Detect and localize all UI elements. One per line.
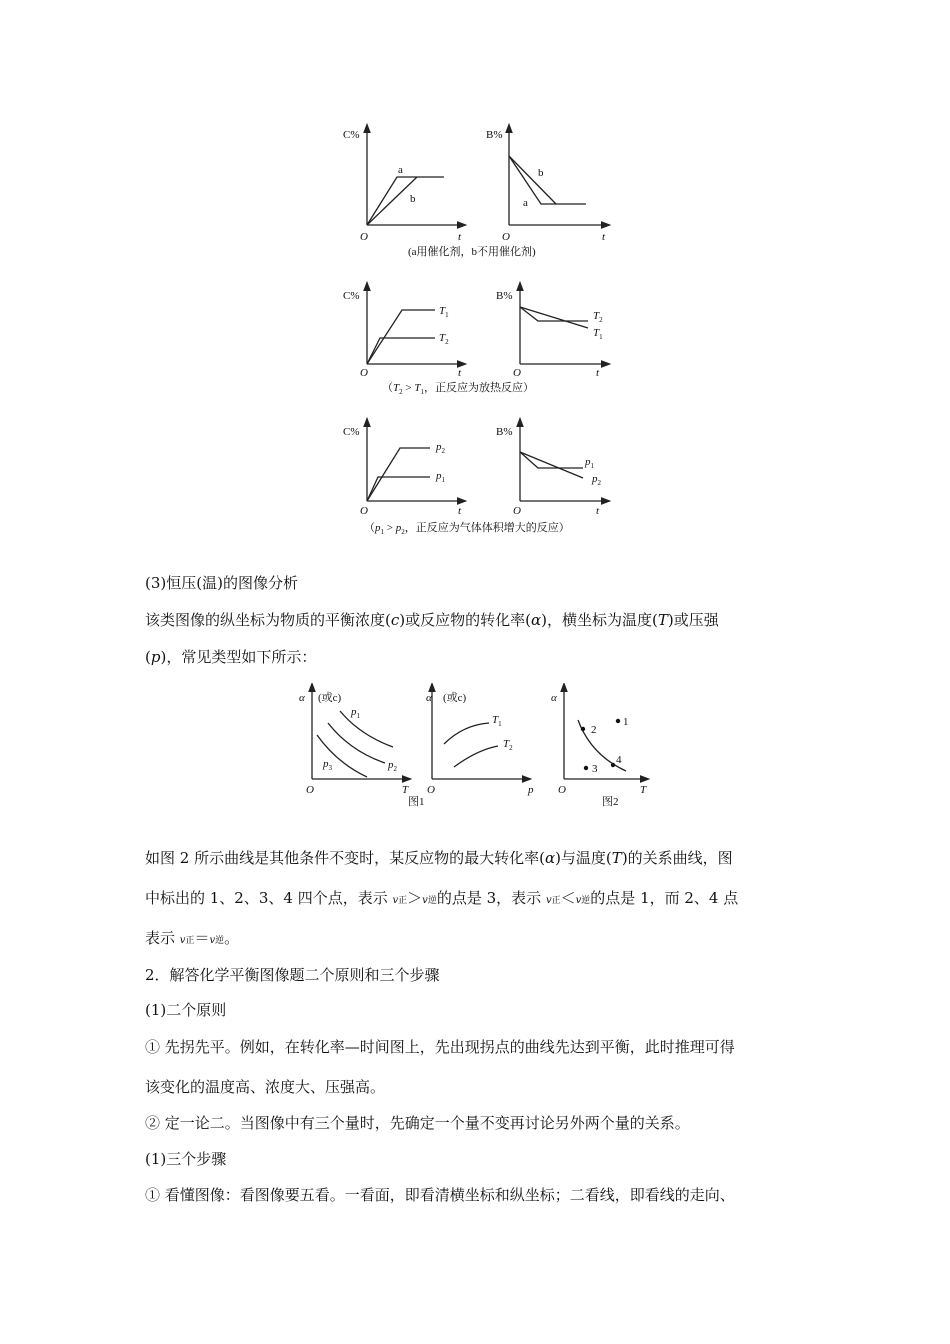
subsection-principles-title: (1)二个原则 (145, 1001, 227, 1019)
y-axis-label: C% (343, 129, 360, 141)
curve-t2-label: $T_2$ (439, 332, 449, 346)
y-axis-label: α (551, 692, 557, 704)
pressure-c-percent-graph (343, 422, 462, 517)
point-2 (581, 727, 585, 731)
temperature-c-percent-graph (343, 286, 462, 379)
curve-a-label: a (398, 164, 403, 176)
section-2-title: 2．解答化学平衡图像题二个原则和三个步骤 (145, 966, 440, 984)
point-4-label: 4 (616, 754, 622, 766)
curve-p1 (367, 477, 430, 501)
temperature-figure (330, 280, 620, 400)
curve-t2 (454, 746, 498, 767)
pressure-figure (330, 416, 630, 541)
curve-t2-label: $T_2$ (503, 738, 513, 752)
curve-p1-label: $p_1$ (585, 456, 594, 470)
origin-label: O (306, 784, 314, 796)
curve-t1 (444, 723, 489, 744)
point-4 (611, 763, 615, 767)
temperature-caption: （$T_2 > T_1$，正反应为放热反应） (382, 382, 534, 396)
catalyst-caption: (a用催化剂，b不用催化剂) (408, 246, 536, 258)
point-3-label: 3 (592, 763, 598, 775)
curve-t1 (367, 310, 435, 364)
point-1 (616, 719, 620, 723)
curve-b-label: b (538, 167, 544, 179)
curve-p1 (340, 711, 393, 747)
curve-p1-label: $p_1$ (351, 706, 360, 720)
paragraph-figure2-explanation: 如图 2 所示曲线是其他条件不变时，某反应物的最大转化率(α)与温度(T)的关系曲线，图 (145, 849, 733, 867)
subsection-steps-title: (1)三个步骤 (145, 1150, 227, 1168)
alpha-vs-p-temperature-graph (426, 687, 534, 796)
step-1: ① 看懂图像：看图像要五看。一看面，即看清横坐标和纵坐标；二看线，即看线的走向、 (145, 1186, 735, 1204)
temperature-b-percent-graph (496, 286, 606, 379)
y-axis-label: α (426, 692, 432, 704)
origin-label: O (360, 367, 368, 379)
x-axis-label: t (596, 367, 600, 379)
y-axis-label: α (299, 692, 305, 704)
y-axis-label: B% (496, 426, 513, 438)
origin-label: O (513, 505, 521, 517)
x-axis-label: t (458, 231, 462, 243)
rule-2: ② 定一论二。当图像中有三个量时，先确定一个量不变再讨论另外两个量的关系。 (145, 1114, 690, 1132)
curve-t1 (520, 307, 588, 328)
curve-p2-label: $p_2$ (592, 473, 601, 487)
origin-label: O (360, 505, 368, 517)
point-3 (584, 766, 588, 770)
origin-label: O (513, 367, 521, 379)
curve-t2 (520, 307, 588, 321)
paragraph-figure2-explanation-line3: 表示 v正＝v逆。 (145, 929, 240, 947)
origin-label: O (502, 231, 510, 243)
origin-label: O (558, 784, 566, 796)
curve-p2 (520, 452, 583, 478)
curve-p2-label: $p_2$ (436, 441, 445, 455)
y-axis-label: B% (496, 290, 513, 302)
section-3-title: (3)恒压(温)的图像分析 (145, 574, 298, 592)
y-axis-label: B% (486, 129, 503, 141)
point-1-label: 1 (623, 716, 629, 728)
curve-p2-label: $p_2$ (388, 759, 397, 773)
catalyst-c-percent-graph (343, 128, 462, 243)
curve-a (367, 177, 444, 225)
curve-a-label: a (523, 197, 528, 209)
curve-b (509, 156, 556, 204)
y-axis-label: C% (343, 426, 360, 438)
paragraph-axes-description: 该类图像的纵坐标为物质的平衡浓度(c)或反应物的转化率(α)，横坐标为温度(T)或压强 (145, 611, 719, 629)
origin-label: O (360, 231, 368, 243)
point-2-label: 2 (591, 724, 597, 736)
curve-t2-label: $T_2$ (593, 310, 603, 324)
figure-2-caption: 图2 (602, 796, 619, 808)
x-axis-label: t (458, 505, 462, 517)
curve-p3 (317, 735, 367, 777)
curve-t1-label: $T_1$ (439, 305, 449, 319)
catalyst-b-percent-graph (486, 128, 606, 243)
alpha-vs-t-pressure-graph (299, 687, 425, 808)
alpha-vs-t-points-graph (551, 687, 647, 808)
curve-t1-label: $T_1$ (492, 714, 502, 728)
y-axis-label: C% (343, 290, 360, 302)
origin-label: O (427, 784, 435, 796)
x-axis-label: t (596, 505, 600, 517)
curve-t1-label: $T_1$ (593, 327, 603, 341)
curve-p2 (367, 448, 430, 501)
x-axis-label: T (640, 784, 647, 796)
paragraph-figure2-explanation-line2: 中标出的 1、2、3、4 四个点，表示 v正＞v逆的点是 3，表示 v正＜v逆的点是 1，而 2、4 点 (145, 889, 739, 907)
curve-a (509, 156, 586, 204)
y-axis-extra-label: (或c) (443, 692, 467, 704)
equilibrium-figure (285, 683, 665, 811)
pressure-b-percent-graph (496, 422, 606, 517)
y-axis-extra-label: (或c) (318, 692, 342, 704)
paragraph-axes-description-cont: (p)，常见类型如下所示： (145, 648, 317, 666)
x-axis-label: t (602, 231, 606, 243)
rule-1-line-2: 该变化的温度高、浓度大、压强高。 (145, 1078, 386, 1096)
curve-t2 (367, 338, 435, 364)
catalyst-figure (330, 122, 620, 262)
rule-1-line-1: ① 先拐先平。例如，在转化率—时间图上，先出现拐点的曲线先达到平衡，此时推理可得 (145, 1038, 735, 1056)
x-axis-label: T (402, 784, 409, 796)
figure-1-caption: 图1 (408, 796, 425, 808)
curve-b-label: b (410, 193, 416, 205)
curve-p1-label: $p_1$ (436, 470, 445, 484)
x-axis-label: p (528, 784, 534, 796)
x-axis-label: t (458, 367, 462, 379)
pressure-caption: （$p_1 > p_2$，正反应为气体体积增大的反应） (364, 522, 570, 536)
curve-p3-label: $p_3$ (323, 758, 332, 772)
